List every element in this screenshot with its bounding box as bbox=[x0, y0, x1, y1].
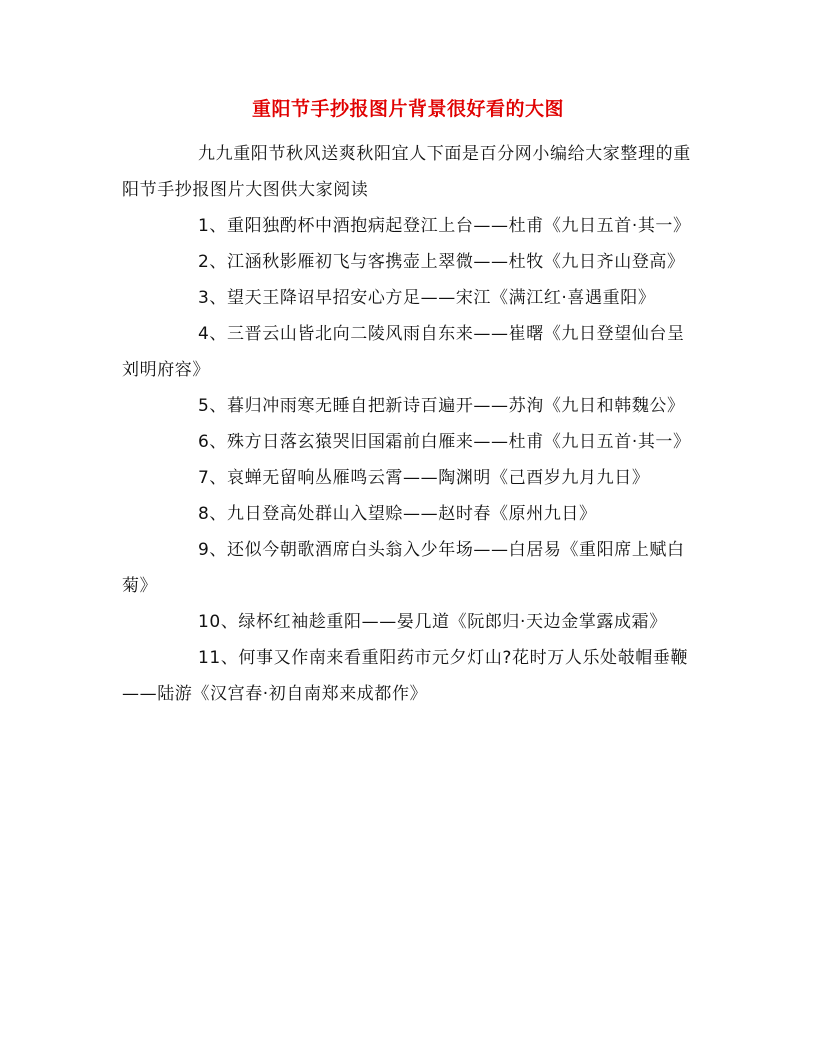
document-body bbox=[122, 136, 694, 712]
poem-line-9: 9、还似今朝歌酒席白头翁入少年场——白居易《重阳席上赋白菊》 bbox=[122, 540, 685, 596]
poem-line-11: 11、何事又作南来看重阳药市元夕灯山?花时万人乐处攲帽垂鞭——陆游《汉宫春·初自南郑来成都作》 bbox=[122, 648, 689, 704]
page-title: 重阳节手抄报图片背景很好看的大图 bbox=[251, 98, 564, 120]
intro-paragraph: 九九重阳节秋风送爽秋阳宜人下面是百分网小编给大家整理的重阳节手抄报图片大图供大家阅读 bbox=[122, 144, 691, 200]
poem-line-2: 2、江涵秋影雁初飞与客携壶上翠微——杜牧《九日齐山登高》 bbox=[198, 252, 685, 272]
poem-line-6: 6、殊方日落玄猿哭旧国霜前白雁来——杜甫《九日五首·其一》 bbox=[198, 432, 691, 452]
poem-line-10: 10、绿杯红袖趁重阳——晏几道《阮郎归·天边金掌露成霜》 bbox=[198, 612, 667, 632]
poem-line-7: 7、哀蝉无留响丛雁鸣云霄——陶渊明《己酉岁九月九日》 bbox=[198, 468, 650, 488]
poem-line-4: 4、三晋云山皆北向二陵风雨自东来——崔曙《九日登望仙台呈刘明府容》 bbox=[122, 324, 685, 380]
poem-line-5: 5、暮归冲雨寒无睡自把新诗百遍开——苏洵《九日和韩魏公》 bbox=[198, 396, 685, 416]
poem-line-1: 1、重阳独酌杯中酒抱病起登江上台——杜甫《九日五首·其一》 bbox=[198, 216, 691, 236]
poem-line-3: 3、望天王降诏早招安心方足——宋江《满江红·喜遇重阳》 bbox=[198, 288, 656, 308]
poem-line-8: 8、九日登高处群山入望赊——赵时春《原州九日》 bbox=[198, 504, 597, 524]
